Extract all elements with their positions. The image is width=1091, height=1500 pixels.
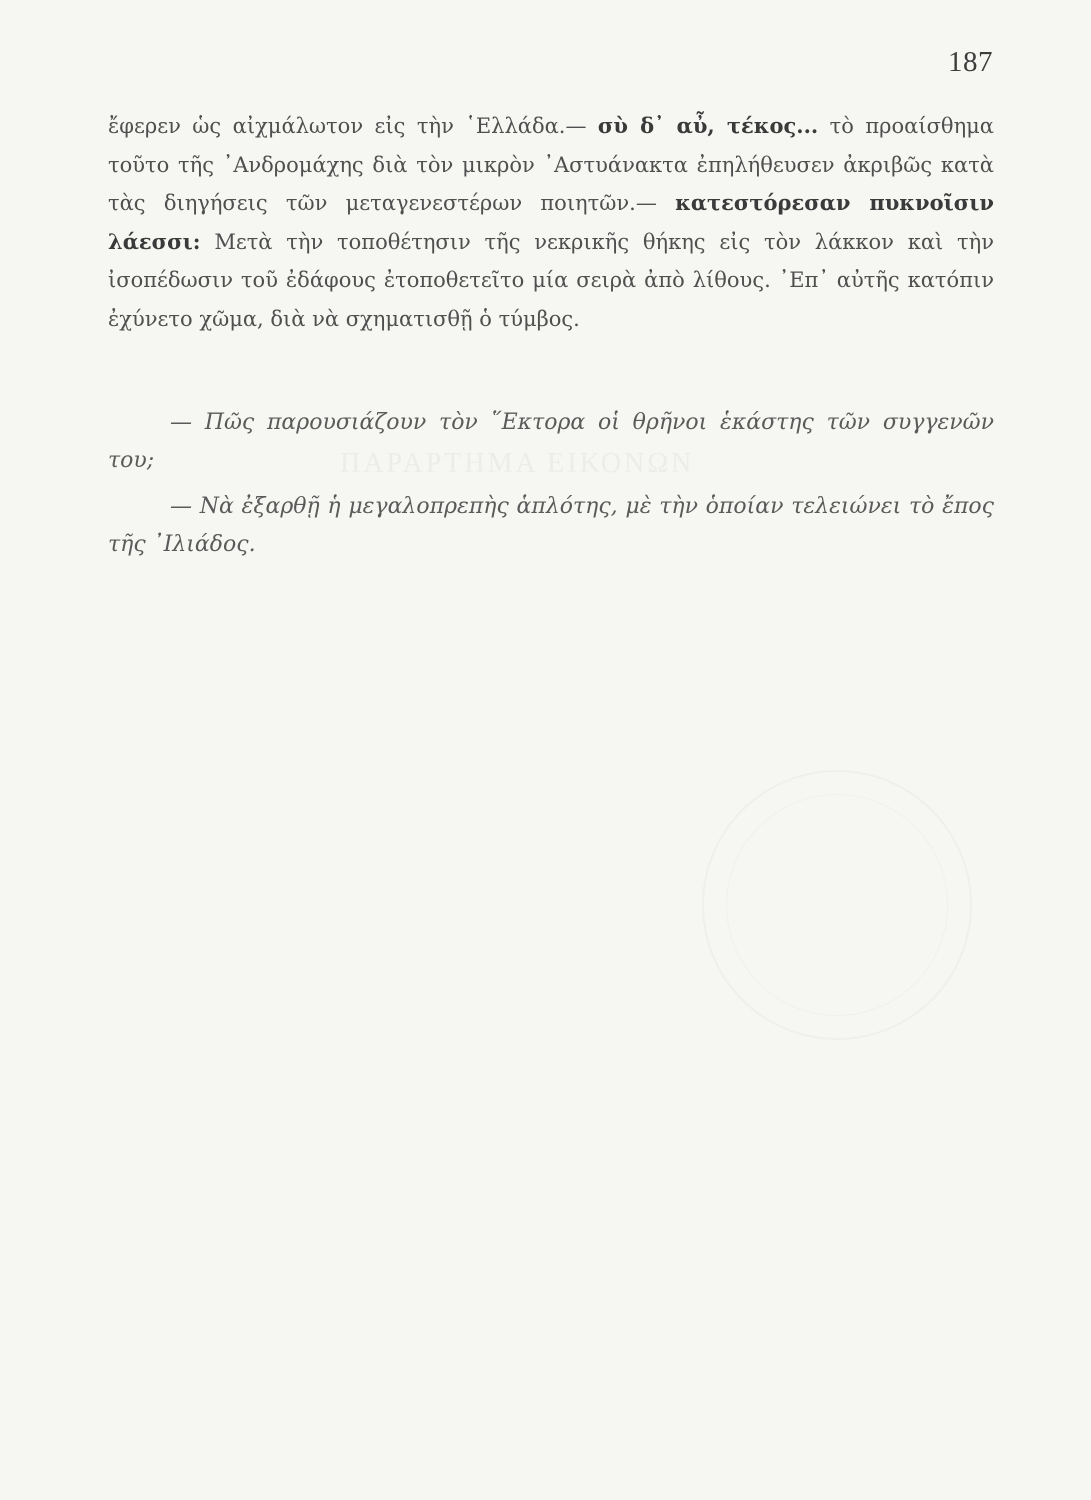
commentary-paragraph <box>108 107 994 338</box>
commentary-text: Μετὰ τὴν τοποθέτησιν τῆς νεκρικῆς θήκης εἰς τὸν λάκκον καὶ τὴν ἰσοπέδωσιν τοῦ ἐδάφους ἐτοποθετεῖτο μία σειρὰ ἀπὸ λίθους. ᾽Επ᾽ αὐτῆς κατόπιν ἐχύνετο χῶμα, διὰ νὰ σχηματισθῇ ὁ τύμβος. <box>108 229 994 331</box>
lemma-bold: κατεστόρεσαν πυκνοῖσιν λάεσσι: <box>108 190 994 254</box>
lemma-bold: σὺ δ᾽ αὖ, τέκος... <box>597 113 819 138</box>
commentary-text: ἔφερεν ὡς αἰχμάλωτον εἰς τὴν ῾Ελλάδα.— <box>108 114 587 138</box>
study-questions <box>108 404 994 572</box>
study-question: — Νὰ ἐξαρθῇ ἡ μεγαλοπρεπὴς ἁπλότης, μὲ τὴν ὁποίαν τελειώνει τὸ ἔπος τῆς ᾽Ιλιάδος. <box>108 494 994 557</box>
commentary-text: τὸ προαίσθημα τοῦτο τῆς ᾽Ανδρομάχης διὰ τὸν μικρὸν ᾽Αστυάνακτα ἐπηλήθευσεν ἀκριβῶς κατὰ τὰς διηγήσεις τῶν μεταγενεστέρων ποιητῶν.— <box>108 114 994 215</box>
bleed-through-heading: ΠΑΡΑΡΤΗΜΑ ΕΙΚΟΝΩΝ <box>340 448 695 479</box>
bleed-through-stamp <box>702 770 972 1040</box>
page-number: 187 <box>948 46 993 78</box>
study-question: — Πῶς παρουσιάζουν τὸν ῞Εκτορα οἱ θρῆνοι ἑκάστης τῶν συγγενῶν του; <box>108 410 994 473</box>
